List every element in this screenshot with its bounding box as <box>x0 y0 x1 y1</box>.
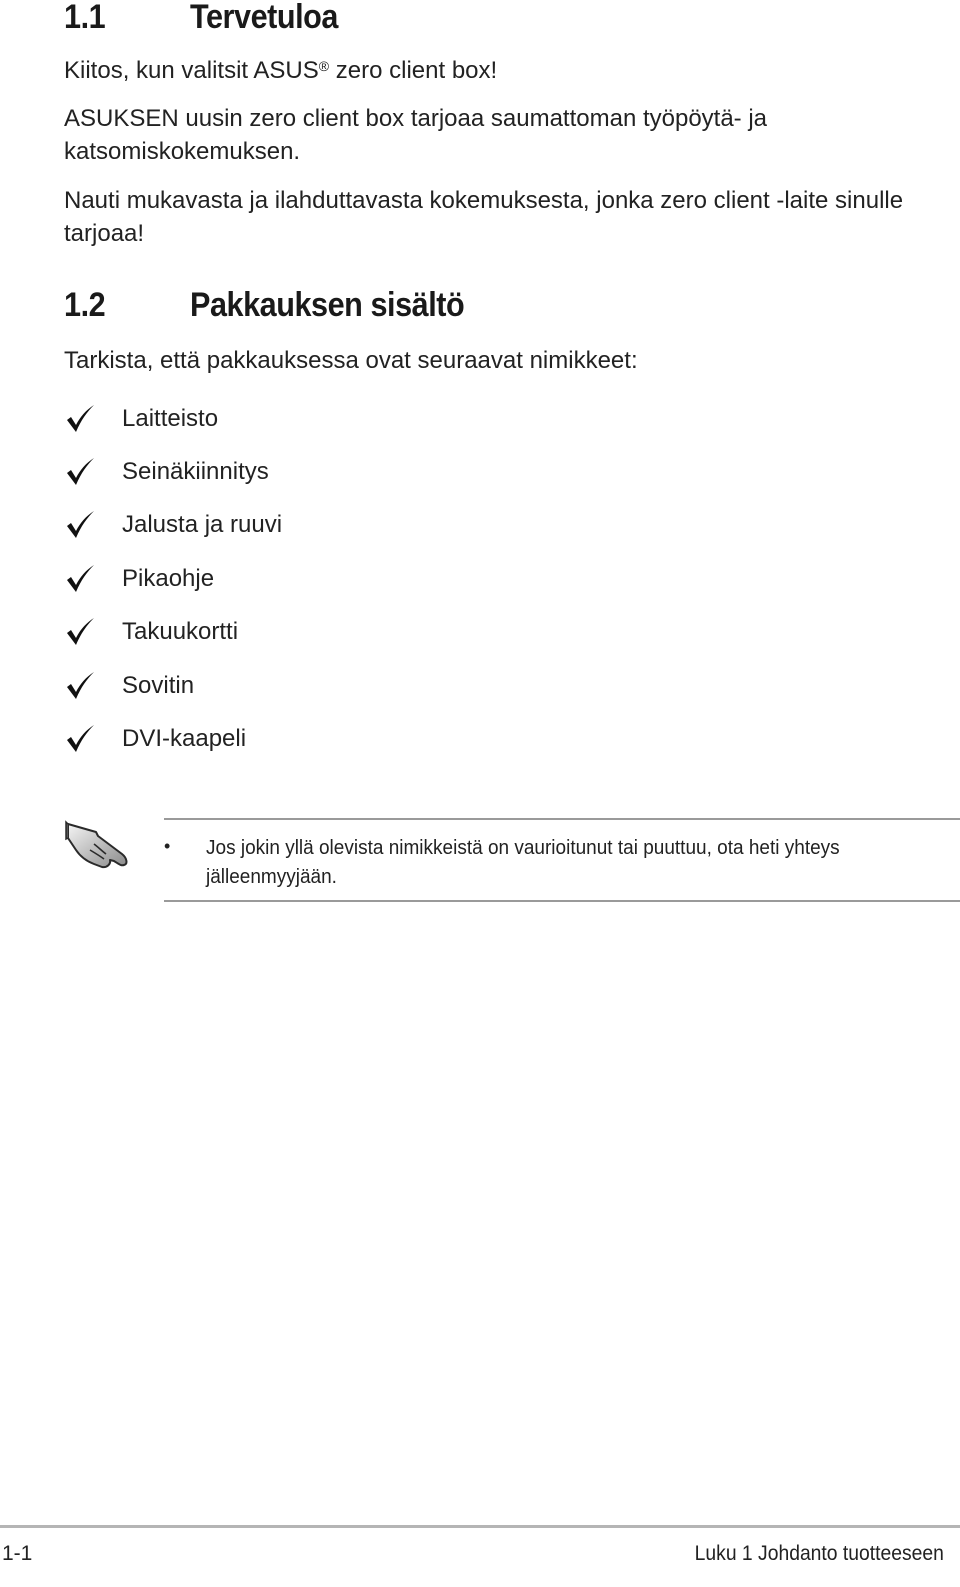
list-item <box>64 606 282 659</box>
intro-paragraph: ASUKSEN uusin zero client box tarjoaa saumattoman työpöytä- ja katsomiskokemuksen. <box>64 105 768 165</box>
note-box <box>64 812 944 904</box>
list-item <box>64 659 282 712</box>
list-item-label: Takuukortti <box>122 618 239 646</box>
list-item-label: Laitteisto <box>122 404 219 432</box>
list-item <box>64 552 282 605</box>
package-intro: Tarkista, että pakkauksessa ovat seuraavat nimikkeet: <box>64 347 638 374</box>
checkmark-icon <box>64 723 122 755</box>
section-number: 1.1 <box>64 0 106 36</box>
pointing-hand-icon <box>64 814 134 874</box>
chapter-title: Luku 1 Johdanto tuotteeseen <box>694 1542 944 1565</box>
list-item-label: DVI-kaapeli <box>122 725 247 753</box>
list-item-label: Pikaohje <box>122 564 215 592</box>
section-number: 1.2 <box>64 286 106 324</box>
footer-rule <box>0 1525 960 1528</box>
list-item <box>64 392 282 445</box>
note-bottom-rule <box>164 900 960 902</box>
enjoy-paragraph: Nauti mukavasta ja ilahduttavasta kokemuksesta, jonka zero client -laite sinulle tarjoaa! <box>64 187 904 247</box>
note-bullet: • <box>164 836 171 856</box>
welcome-text: Kiitos, kun valitsit ASUS <box>64 57 319 84</box>
list-item <box>64 445 282 498</box>
note-text: Jos jokin yllä olevista nimikkeistä on vaurioitunut tai puuttuu, ota heti yhteys jälleenmyyjään. <box>206 837 840 888</box>
page-number: 1-1 <box>2 1542 33 1565</box>
registered-mark: ® <box>318 58 330 74</box>
checkmark-icon <box>64 616 122 648</box>
checkmark-icon <box>64 456 122 488</box>
list-item <box>64 499 282 552</box>
section-heading-welcome <box>64 0 338 37</box>
checkmark-icon <box>64 670 122 702</box>
package-checklist <box>64 392 282 766</box>
list-item-label: Seinäkiinnitys <box>122 458 269 486</box>
section-title: Tervetuloa <box>190 0 338 36</box>
welcome-text-end: zero client box! <box>329 57 498 84</box>
list-item <box>64 712 282 765</box>
checkmark-icon <box>64 403 122 435</box>
checkmark-icon <box>64 563 122 595</box>
list-item-label: Sovitin <box>122 671 195 699</box>
section-title: Pakkauksen sisältö <box>190 286 465 324</box>
list-item-label: Jalusta ja ruuvi <box>122 511 283 539</box>
welcome-paragraph <box>64 54 944 87</box>
section-heading-package-contents <box>64 286 464 325</box>
note-top-rule <box>164 818 960 820</box>
checkmark-icon <box>64 509 122 541</box>
